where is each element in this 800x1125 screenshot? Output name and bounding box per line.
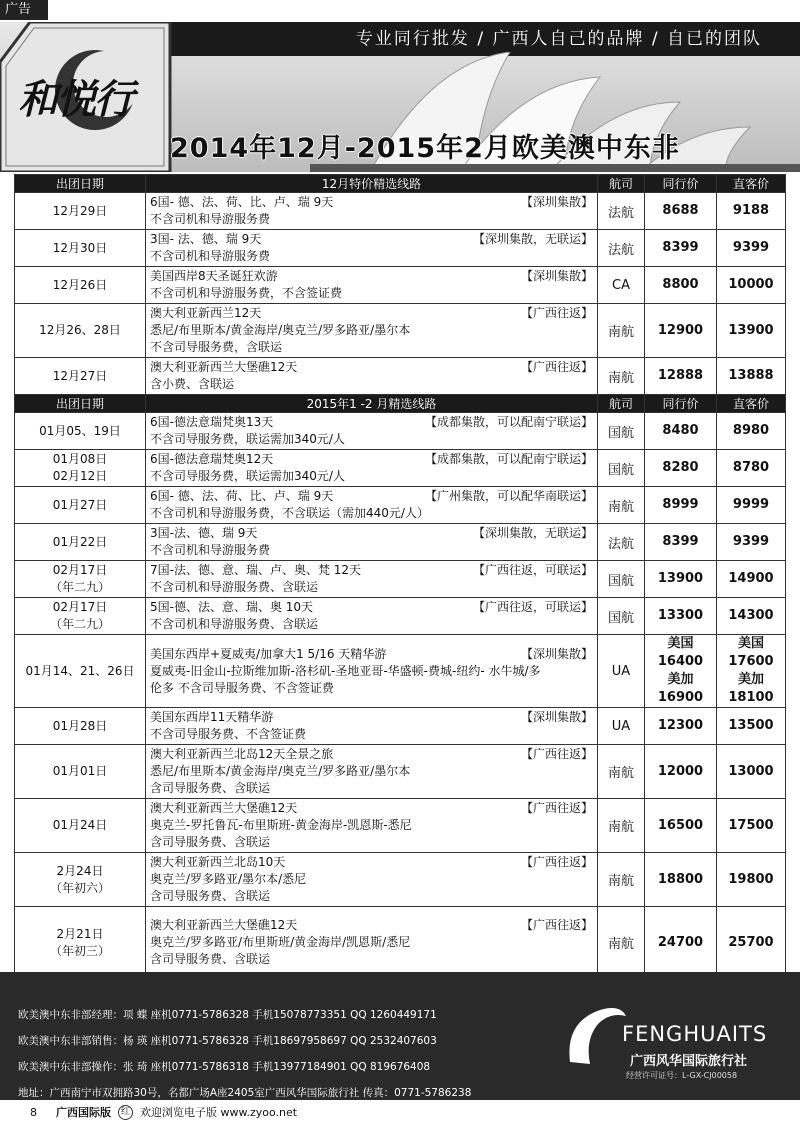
route-title: 6国- 德、法、荷、比、卢、瑞 9天 [150, 489, 334, 503]
route-note: 含司导服务费、含联运 [150, 952, 271, 966]
airline: UA [598, 708, 645, 745]
route-title-line [150, 488, 593, 505]
depart-date [15, 413, 146, 450]
route-detail [146, 450, 598, 487]
route-tag: 【广西往返】 [520, 747, 593, 761]
trade-price [645, 450, 717, 487]
column-header: 出团日期 [15, 175, 146, 193]
brand-cn: 广西风华国际旅行社 [630, 1054, 748, 1069]
route-note: 夏威夷-旧金山-拉斯维加斯-洛杉矶-圣地亚哥-华盛顿-费城-纽约- 水牛城/多 [150, 663, 541, 678]
price-line: 美加 [737, 672, 764, 687]
route-title: 3国- 法、德、瑞 9天 [150, 232, 262, 246]
route-note: 不含司导服务费、不含签证费 [150, 727, 307, 741]
trade-price [645, 598, 717, 635]
date-line: 02月17日 [52, 600, 108, 614]
depart-date [15, 799, 146, 853]
route-title: 6国-德法意瑞梵奥12天 [150, 452, 274, 466]
column-header: 2015年1 -2 月精选线路 [146, 395, 598, 413]
brand-name: FENGHUAITS [622, 1022, 768, 1046]
price-line: 12888 [657, 368, 704, 383]
airline: 南航 [598, 799, 645, 853]
airline: 南航 [598, 487, 645, 524]
price-line: 美国 [737, 636, 764, 651]
price-line: 8280 [662, 460, 699, 475]
depart-date [15, 193, 146, 230]
route-note: 不含司机和导游服务费、含联运 [150, 617, 319, 631]
route-tag: 【广西往返】 [520, 918, 593, 932]
price-line: 13500 [728, 718, 774, 733]
price-line: 8800 [662, 277, 699, 292]
column-header: 12月特价精选线路 [146, 175, 598, 193]
trade-price [645, 799, 717, 853]
airline: 国航 [598, 450, 645, 487]
price-line: 8399 [662, 240, 699, 255]
header-banner [0, 22, 800, 172]
route-tag: 【广西往返】 [520, 360, 593, 374]
depart-date [15, 487, 146, 524]
footer [0, 972, 800, 1100]
retail-price [717, 413, 786, 450]
price-line: 12000 [657, 763, 704, 779]
route-title-line [150, 746, 593, 763]
route-title: 美国东西岸+夏威夷/加拿大1 5/16 天精华游 [150, 646, 387, 661]
route-tag: 【广西往返，可联运】 [472, 600, 593, 614]
price-line: 13900 [728, 322, 774, 338]
date-line: 01月08日 [52, 452, 108, 466]
date-line: 02月12日 [52, 469, 108, 483]
route-title-line [150, 451, 593, 468]
price-line: 16500 [657, 817, 704, 833]
retail-price [717, 635, 786, 708]
route-detail [146, 267, 598, 304]
date-line: 12月30日 [52, 240, 108, 255]
header-row [15, 175, 786, 193]
trade-price [645, 745, 717, 799]
route-tag: 【深圳集散】 [520, 646, 593, 661]
depart-date [15, 907, 146, 979]
price-line: 13000 [728, 763, 774, 779]
trade-price [645, 413, 717, 450]
contact-list [18, 1002, 471, 1106]
retail-price [717, 487, 786, 524]
route-note: 奥克兰/罗多路亚/布里斯班/黄金海岸/凯恩斯/悉尼 [150, 935, 411, 949]
trade-price [645, 267, 717, 304]
date-line: 02月17日 [52, 563, 108, 577]
price-line: 美加 [667, 672, 694, 687]
route-note: 不含司机和导游服务费，不含签证费 [150, 286, 343, 300]
date-line: 2月24日 [56, 863, 104, 878]
route-row [15, 799, 786, 853]
date-line: 01月22日 [52, 534, 108, 549]
date-line: 12月27日 [52, 368, 108, 383]
route-detail [146, 358, 598, 395]
depart-date [15, 745, 146, 799]
price-line: 12900 [657, 322, 704, 338]
price-line: 8980 [732, 423, 770, 438]
swan-logo-icon [560, 1002, 630, 1072]
price-line: 18800 [657, 871, 704, 887]
price-line: 16400 [657, 654, 704, 669]
website-link[interactable]: 欢迎浏览电子版 www.zyoo.net [140, 1106, 298, 1119]
price-line: 14900 [728, 571, 774, 586]
price-line: 25700 [728, 934, 774, 950]
retail-price [717, 230, 786, 267]
route-title-line [150, 800, 593, 817]
retail-price [717, 450, 786, 487]
retail-price [717, 907, 786, 979]
airline: 南航 [598, 358, 645, 395]
airline: 法航 [598, 524, 645, 561]
route-row [15, 745, 786, 799]
retail-price [717, 598, 786, 635]
route-note: 悉尼/布里斯本/黄金海岸/奥克兰/罗多路亚/墨尔本 [150, 323, 411, 337]
route-detail [146, 193, 598, 230]
route-row [15, 304, 786, 358]
route-title-line [150, 525, 593, 542]
route-row [15, 487, 786, 524]
route-row [15, 853, 786, 907]
trade-price [645, 907, 717, 979]
retail-price [717, 358, 786, 395]
page-number: 8 [30, 1106, 37, 1119]
route-title-line [150, 359, 593, 376]
route-title-line [150, 599, 593, 616]
route-row [15, 708, 786, 745]
airline: 南航 [598, 853, 645, 907]
date-line: （年初六） [49, 880, 110, 895]
brand-block [560, 992, 780, 1092]
route-title-line [150, 709, 593, 726]
route-title: 澳大利亚新西兰大堡礁12天 [150, 360, 298, 374]
route-title-line [150, 231, 593, 248]
date-line: （年初三） [49, 943, 110, 958]
route-title: 6国- 德、法、荷、比、卢、瑞 9天 [150, 195, 334, 209]
trade-price [645, 487, 717, 524]
price-line: 8688 [662, 203, 699, 218]
address-line: 地址：广西南宁市双拥路30号，名都广场A座2405室广西风华国际旅行社 传真：0771-5786238 [18, 1087, 472, 1099]
route-note: 不含司机和导游服务费 [150, 212, 271, 226]
route-detail [146, 561, 598, 598]
route-row [15, 267, 786, 304]
route-detail [146, 487, 598, 524]
price-line: 17500 [728, 817, 774, 833]
airline: 法航 [598, 230, 645, 267]
price-line: 8999 [662, 497, 699, 512]
date-line: 12月26日 [52, 277, 108, 292]
route-note: 悉尼/布里斯本/黄金海岸/奥克兰/罗多路亚/墨尔本 [150, 764, 411, 778]
slogan: 专业同行批发 / 广西人自己的品牌 / 自已的团队 [148, 22, 800, 56]
depart-date [15, 450, 146, 487]
route-note: 含司导服务费、含联运 [150, 781, 271, 795]
route-note: 伦多 不含司导服务费、不含签证费 [150, 680, 334, 695]
route-row [15, 193, 786, 230]
route-title: 5国-德、法、意、瑞、奥 10天 [150, 600, 314, 614]
contact-line: 欧美澳中东非部经理：项 蝶 座机0771-5786328 手机15078773351 QQ 1260449171 [18, 1009, 437, 1021]
price-line: 16900 [657, 690, 704, 705]
price-line: 13888 [728, 368, 774, 383]
column-header: 同行价 [645, 175, 717, 193]
retail-price [717, 799, 786, 853]
depart-date [15, 853, 146, 907]
price-line: 17600 [728, 654, 774, 669]
page-title: 2014年12月-2015年2月欧美澳中东非 [170, 133, 680, 164]
price-line: 8480 [662, 423, 699, 438]
trade-price [645, 853, 717, 907]
price-line: 9999 [732, 497, 770, 512]
date-line: 01月01日 [52, 764, 108, 778]
retail-price [717, 304, 786, 358]
price-line: 10000 [728, 277, 774, 292]
route-detail [146, 799, 598, 853]
date-line: 01月14、21、26日 [25, 663, 135, 678]
trade-price [645, 358, 717, 395]
depart-date [15, 635, 146, 708]
airline: 南航 [598, 304, 645, 358]
trade-price [645, 708, 717, 745]
airline: 南航 [598, 745, 645, 799]
route-title: 澳大利亚新西兰大堡礁12天 [150, 801, 298, 815]
route-tag: 【深圳集散】 [520, 195, 593, 209]
route-title-line [150, 268, 593, 285]
price-line: 13300 [657, 608, 704, 623]
price-line: 14300 [728, 608, 774, 623]
route-title: 美国西岸8天圣诞狂欢游 [150, 269, 278, 283]
contact-line: 欧美澳中东非部销售：杨 瑛 座机0771-5786328 手机18697958697 QQ 2532407603 [18, 1035, 437, 1047]
route-title: 7国-法、德、意、瑞、卢、奥、梵 12天 [150, 563, 362, 577]
price-line: 19800 [728, 871, 774, 887]
depart-date [15, 524, 146, 561]
depart-date [15, 598, 146, 635]
contact-line: 欧美澳中东非部操作：张 琦 座机0771-5786318 手机13977184901 QQ 819676408 [18, 1061, 431, 1073]
route-row [15, 561, 786, 598]
retail-price [717, 853, 786, 907]
depart-date [15, 267, 146, 304]
date-line: 12月29日 [52, 203, 108, 218]
route-title-line [150, 646, 593, 663]
route-tag: 【广西往返】 [520, 801, 593, 815]
route-note: 含司导服务费、含联运 [150, 889, 271, 903]
retail-price [717, 561, 786, 598]
route-note: 不含司机和导游服务费 [150, 249, 271, 263]
price-line: 美国 [667, 636, 694, 651]
retail-price [717, 745, 786, 799]
airline: CA [598, 267, 645, 304]
route-title-line [150, 562, 593, 579]
trade-price [645, 193, 717, 230]
route-note: 奥克兰-罗托鲁瓦-布里斯班-黄金海岸-凯恩斯-悉尼 [150, 818, 412, 832]
price-line: 24700 [657, 934, 704, 950]
route-tag: 【广州集散，可以配华南联运】 [424, 489, 593, 503]
route-tag: 【深圳集散】 [520, 710, 593, 724]
trade-price [645, 635, 717, 708]
depart-date [15, 230, 146, 267]
route-tag: 【成都集散，可以配南宁联运】 [424, 452, 593, 466]
price-line: 8780 [732, 460, 770, 475]
column-header: 航司 [598, 395, 645, 413]
retail-price [717, 524, 786, 561]
route-title: 6国-德法意瑞梵奥13天 [150, 415, 274, 429]
route-note: 含小费、含联运 [150, 377, 235, 391]
route-row [15, 524, 786, 561]
date-line: 12月26、28日 [39, 323, 121, 337]
retail-price [717, 708, 786, 745]
price-line: 9399 [732, 240, 770, 255]
route-title-line [150, 305, 593, 322]
route-tag: 【广西往返，可联运】 [472, 563, 593, 577]
price-line: 13900 [657, 571, 704, 586]
routes-table [14, 174, 786, 979]
route-tag: 【成都集散，可以配南宁联运】 [424, 415, 593, 429]
route-title: 澳大利亚新西兰大堡礁12天 [150, 918, 298, 932]
logo-text: 和悦行 [18, 76, 132, 123]
route-row [15, 907, 786, 979]
date-line: 01月28日 [52, 718, 108, 733]
route-title: 澳大利亚新西兰北岛12天全景之旅 [150, 747, 334, 761]
airline: 法航 [598, 193, 645, 230]
route-detail [146, 907, 598, 979]
route-detail [146, 708, 598, 745]
route-note: 不含司机和导游服务费、含联运 [150, 580, 319, 594]
column-header: 出团日期 [15, 395, 146, 413]
airline: UA [598, 635, 645, 708]
route-note: 不含司导服务费，联运需加340元/人 [150, 469, 345, 483]
header-row [15, 395, 786, 413]
trade-price [645, 524, 717, 561]
trade-price [645, 561, 717, 598]
date-line: 01月05、19日 [39, 423, 121, 438]
column-header: 同行价 [645, 395, 717, 413]
route-detail [146, 413, 598, 450]
route-title: 3国-法、德、瑞 9天 [150, 526, 258, 540]
route-tag: 【广西往返】 [520, 855, 593, 869]
route-tag: 【深圳集散，无联运】 [472, 232, 593, 246]
date-line: （年二九） [49, 580, 110, 594]
route-tag: 【深圳集散，无联运】 [472, 526, 593, 540]
airline: 国航 [598, 413, 645, 450]
date-line: 01月24日 [52, 818, 108, 832]
route-row [15, 230, 786, 267]
route-note: 不含司导服务费，含联运 [150, 340, 283, 354]
depart-date [15, 304, 146, 358]
route-detail [146, 598, 598, 635]
trade-price [645, 230, 717, 267]
depart-date [15, 561, 146, 598]
date-line: （年二九） [49, 617, 110, 631]
price-line: 8399 [662, 534, 699, 549]
column-header: 直客价 [717, 175, 786, 193]
price-line: 12300 [657, 718, 704, 733]
date-line: 01月27日 [52, 497, 108, 512]
route-note: 不含司机和导游服务费 [150, 543, 271, 557]
route-note: 不含司机和导游服务费，不含联运（需加440元/人） [150, 506, 429, 520]
depart-date [15, 358, 146, 395]
route-title-line [150, 854, 593, 871]
route-row [15, 358, 786, 395]
red-mark-icon: 红 [118, 1105, 133, 1120]
route-detail [146, 635, 598, 708]
depart-date [15, 708, 146, 745]
price-line: 18100 [728, 690, 774, 705]
route-title: 澳大利亚新西兰12天 [150, 306, 262, 320]
route-note: 含司导服务费、含联运 [150, 835, 271, 849]
route-row [15, 635, 786, 708]
price-line: 9399 [732, 534, 770, 549]
license-number: 经营许可证号：L-GX-CJ00058 [626, 1071, 738, 1080]
date-line: 2月21日 [56, 926, 104, 941]
route-row [15, 413, 786, 450]
route-tag: 【深圳集散】 [520, 269, 593, 283]
route-detail [146, 745, 598, 799]
retail-price [717, 193, 786, 230]
route-note: 奥克兰/罗多路亚/墨尔本/悉尼 [150, 872, 307, 886]
route-detail [146, 853, 598, 907]
route-row [15, 450, 786, 487]
edition-label: 广西国际版 [56, 1106, 111, 1119]
airline: 国航 [598, 561, 645, 598]
airline: 国航 [598, 598, 645, 635]
trade-price [645, 304, 717, 358]
route-tag: 【广西往返】 [520, 306, 593, 320]
price-line: 9188 [732, 203, 770, 218]
column-header: 航司 [598, 175, 645, 193]
retail-price [717, 267, 786, 304]
page-footer [0, 1100, 800, 1125]
route-title-line [150, 917, 593, 934]
route-row [15, 598, 786, 635]
route-note: 不含司导服务费，联运需加340元/人 [150, 432, 345, 446]
route-title-line [150, 194, 593, 211]
column-header: 直客价 [717, 395, 786, 413]
route-detail [146, 524, 598, 561]
route-detail [146, 304, 598, 358]
route-title-line [150, 414, 593, 431]
route-detail [146, 230, 598, 267]
route-title: 美国东西岸11天精华游 [150, 710, 274, 724]
route-title: 澳大利亚新西兰北岛10天 [150, 855, 286, 869]
airline: 南航 [598, 907, 645, 979]
ad-tag: 广告 [0, 0, 48, 20]
